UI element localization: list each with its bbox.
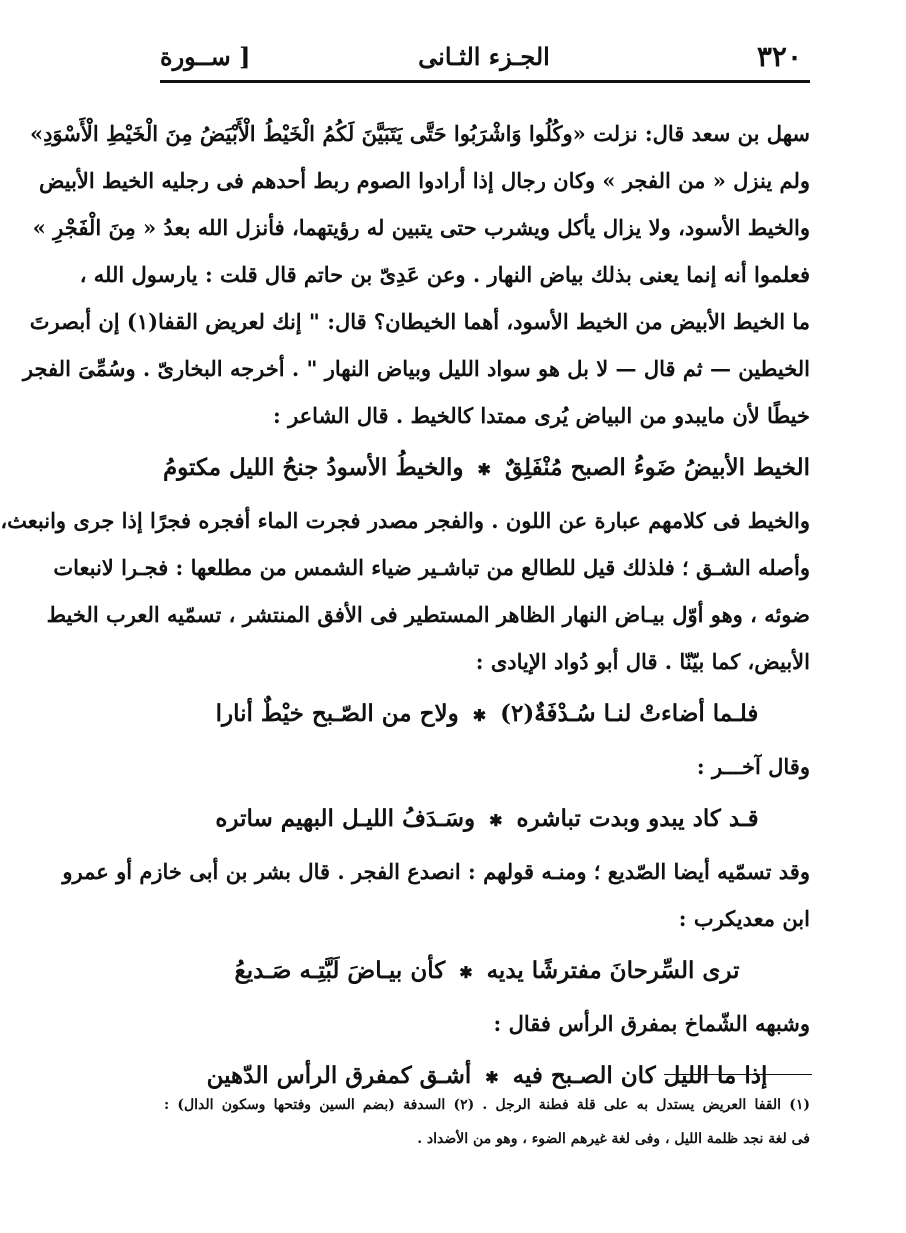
text-line: الخيطين — ثم قال — لا بل هو سواد الليل وبياض النهار " . أخرجه البخارىّ . وسُمِّىَ الفجر <box>22 356 810 381</box>
header-rule <box>160 80 810 83</box>
text-line: وشبهه الشّماخ بمفرق الرأس فقال : <box>493 1011 810 1036</box>
text-line: وأصله الشـق ؛ فلذلك قيل للطالع من تباشـير ضياء الشمس من مطلعها : فجـرا لانبعات <box>53 555 810 580</box>
verse-hemistich-left: كأن بيـاضَ لَبَّتِـه صَـديعُ <box>234 957 446 984</box>
verse-hemistich-left: أشـق كمفرق الرأس الدّهين <box>206 1062 472 1089</box>
text-line: والخيط فى كلامهم عبارة عن اللون . والفجر مصدر فجرت الماء أفجره فجرًا إذا جرى وانبعث، <box>0 508 810 533</box>
verse-separator: ✱ <box>485 1068 499 1087</box>
text-line: سهل بن سعد قال: نزلت «وكُلُوا وَاشْرَبُوا حَتَّى يَتَبَيَّنَ لَكُمُ الْخَيْطُ الْأَبْيَضُ مِنَ الْخَيْطِ الْأَسْوَدِ» <box>29 121 810 146</box>
footnote-line: فى لغة نجد ظلمة الليل ، وفى لغة غيرهم الضوء ، وهو من الأضداد . <box>417 1131 810 1147</box>
verse-line <box>164 439 810 497</box>
verse-hemistich-right: قـد كاد يبدو وبدت تباشره <box>516 805 759 832</box>
text-line: ضوئه ، وهو أوّل بيـاض النهار الظاهر المستطير فى الأفق المنتشر ، تسمّيه العرب الخيط <box>46 602 810 627</box>
verse-separator: ✱ <box>472 706 487 725</box>
part-title: الجـزء الثـانى <box>418 42 550 71</box>
verse-line <box>164 942 810 1000</box>
surah-label: [ ســورة <box>160 42 251 71</box>
text-line: ما الخيط الأبيض من الخيط الأسود، أهما الخيطان؟ قال: " إنك لعريض القفا(١) إن أبصرتَ <box>29 309 810 334</box>
verse-line <box>164 790 810 848</box>
text-line: ولم ينزل « من الفجر » وكان رجال إذا أرادوا الصوم ربط أحدهم فى رجليه الخيط الأبيض <box>39 168 810 193</box>
text-line: وقال آخـــر : <box>696 754 810 779</box>
verse-hemistich-left: ولاح من الصّـبح خيْطٌ أنارا <box>215 700 459 727</box>
verse-line <box>164 685 810 743</box>
text-line: وقد تسمّيه أيضا الصّديع ؛ ومنـه قولهم : انصدع الفجر . قال بشر بن أبى خازم أو عمرو <box>62 859 810 884</box>
verse-separator: ✱ <box>459 963 473 982</box>
verse-hemistich-left: وسَـدَفُ الليـل البهيم ساتره <box>215 805 476 832</box>
running-header <box>160 36 808 78</box>
footnote-line: (١) القفا العريض يستدل به على قلة فطنة الرجل . (٢) السدفة (بضم السين وفتحها وسكون الدال) : <box>164 1097 811 1113</box>
text-line: ابن معديكرب : <box>678 906 810 931</box>
footnotes <box>164 1088 810 1156</box>
verse-separator: ✱ <box>477 460 491 479</box>
verse-separator: ✱ <box>489 811 503 830</box>
text-line: والخيط الأسود، ولا يزال يأكل ويشرب حتى يتبين له رؤيتهما، فأنزل الله بعدُ « مِنَ الْفَجْرِ » <box>32 215 810 240</box>
footnote-rule <box>664 1074 812 1075</box>
verse-hemistich-left: والخيطُ الأسودُ جنحُ الليل مكتومُ <box>162 454 464 481</box>
verse-hemistich-right: ترى السِّرحانَ مفترشًا يديه <box>486 957 740 984</box>
text-line: خيطًا لأن مايبدو من البياض يُرى ممتدا كالخيط . قال الشاعر : <box>273 403 810 428</box>
text-line: فعلموا أنه إنما يعنى بذلك بياض النهار . وعن عَدِىّ بن حاتم قال قلت : يارسول الله ، <box>79 262 810 287</box>
verse-hemistich-right: فلـما أضاءتْ لنـا سُـدْفَةٌ(٢) <box>500 700 759 727</box>
text-line: الأبيض، كما بيّنّا . قال أبو دُواد الإيادى : <box>475 649 810 674</box>
verse-hemistich-right: إذا ما الليل كان الصـبح فيه <box>512 1062 768 1089</box>
page-number: ٣٢٠ <box>756 40 802 73</box>
body-text <box>0 110 810 1105</box>
verse-hemistich-right: الخيط الأبيضُ ضَوءُ الصبح مُنْفَلِقٌ <box>504 454 810 481</box>
